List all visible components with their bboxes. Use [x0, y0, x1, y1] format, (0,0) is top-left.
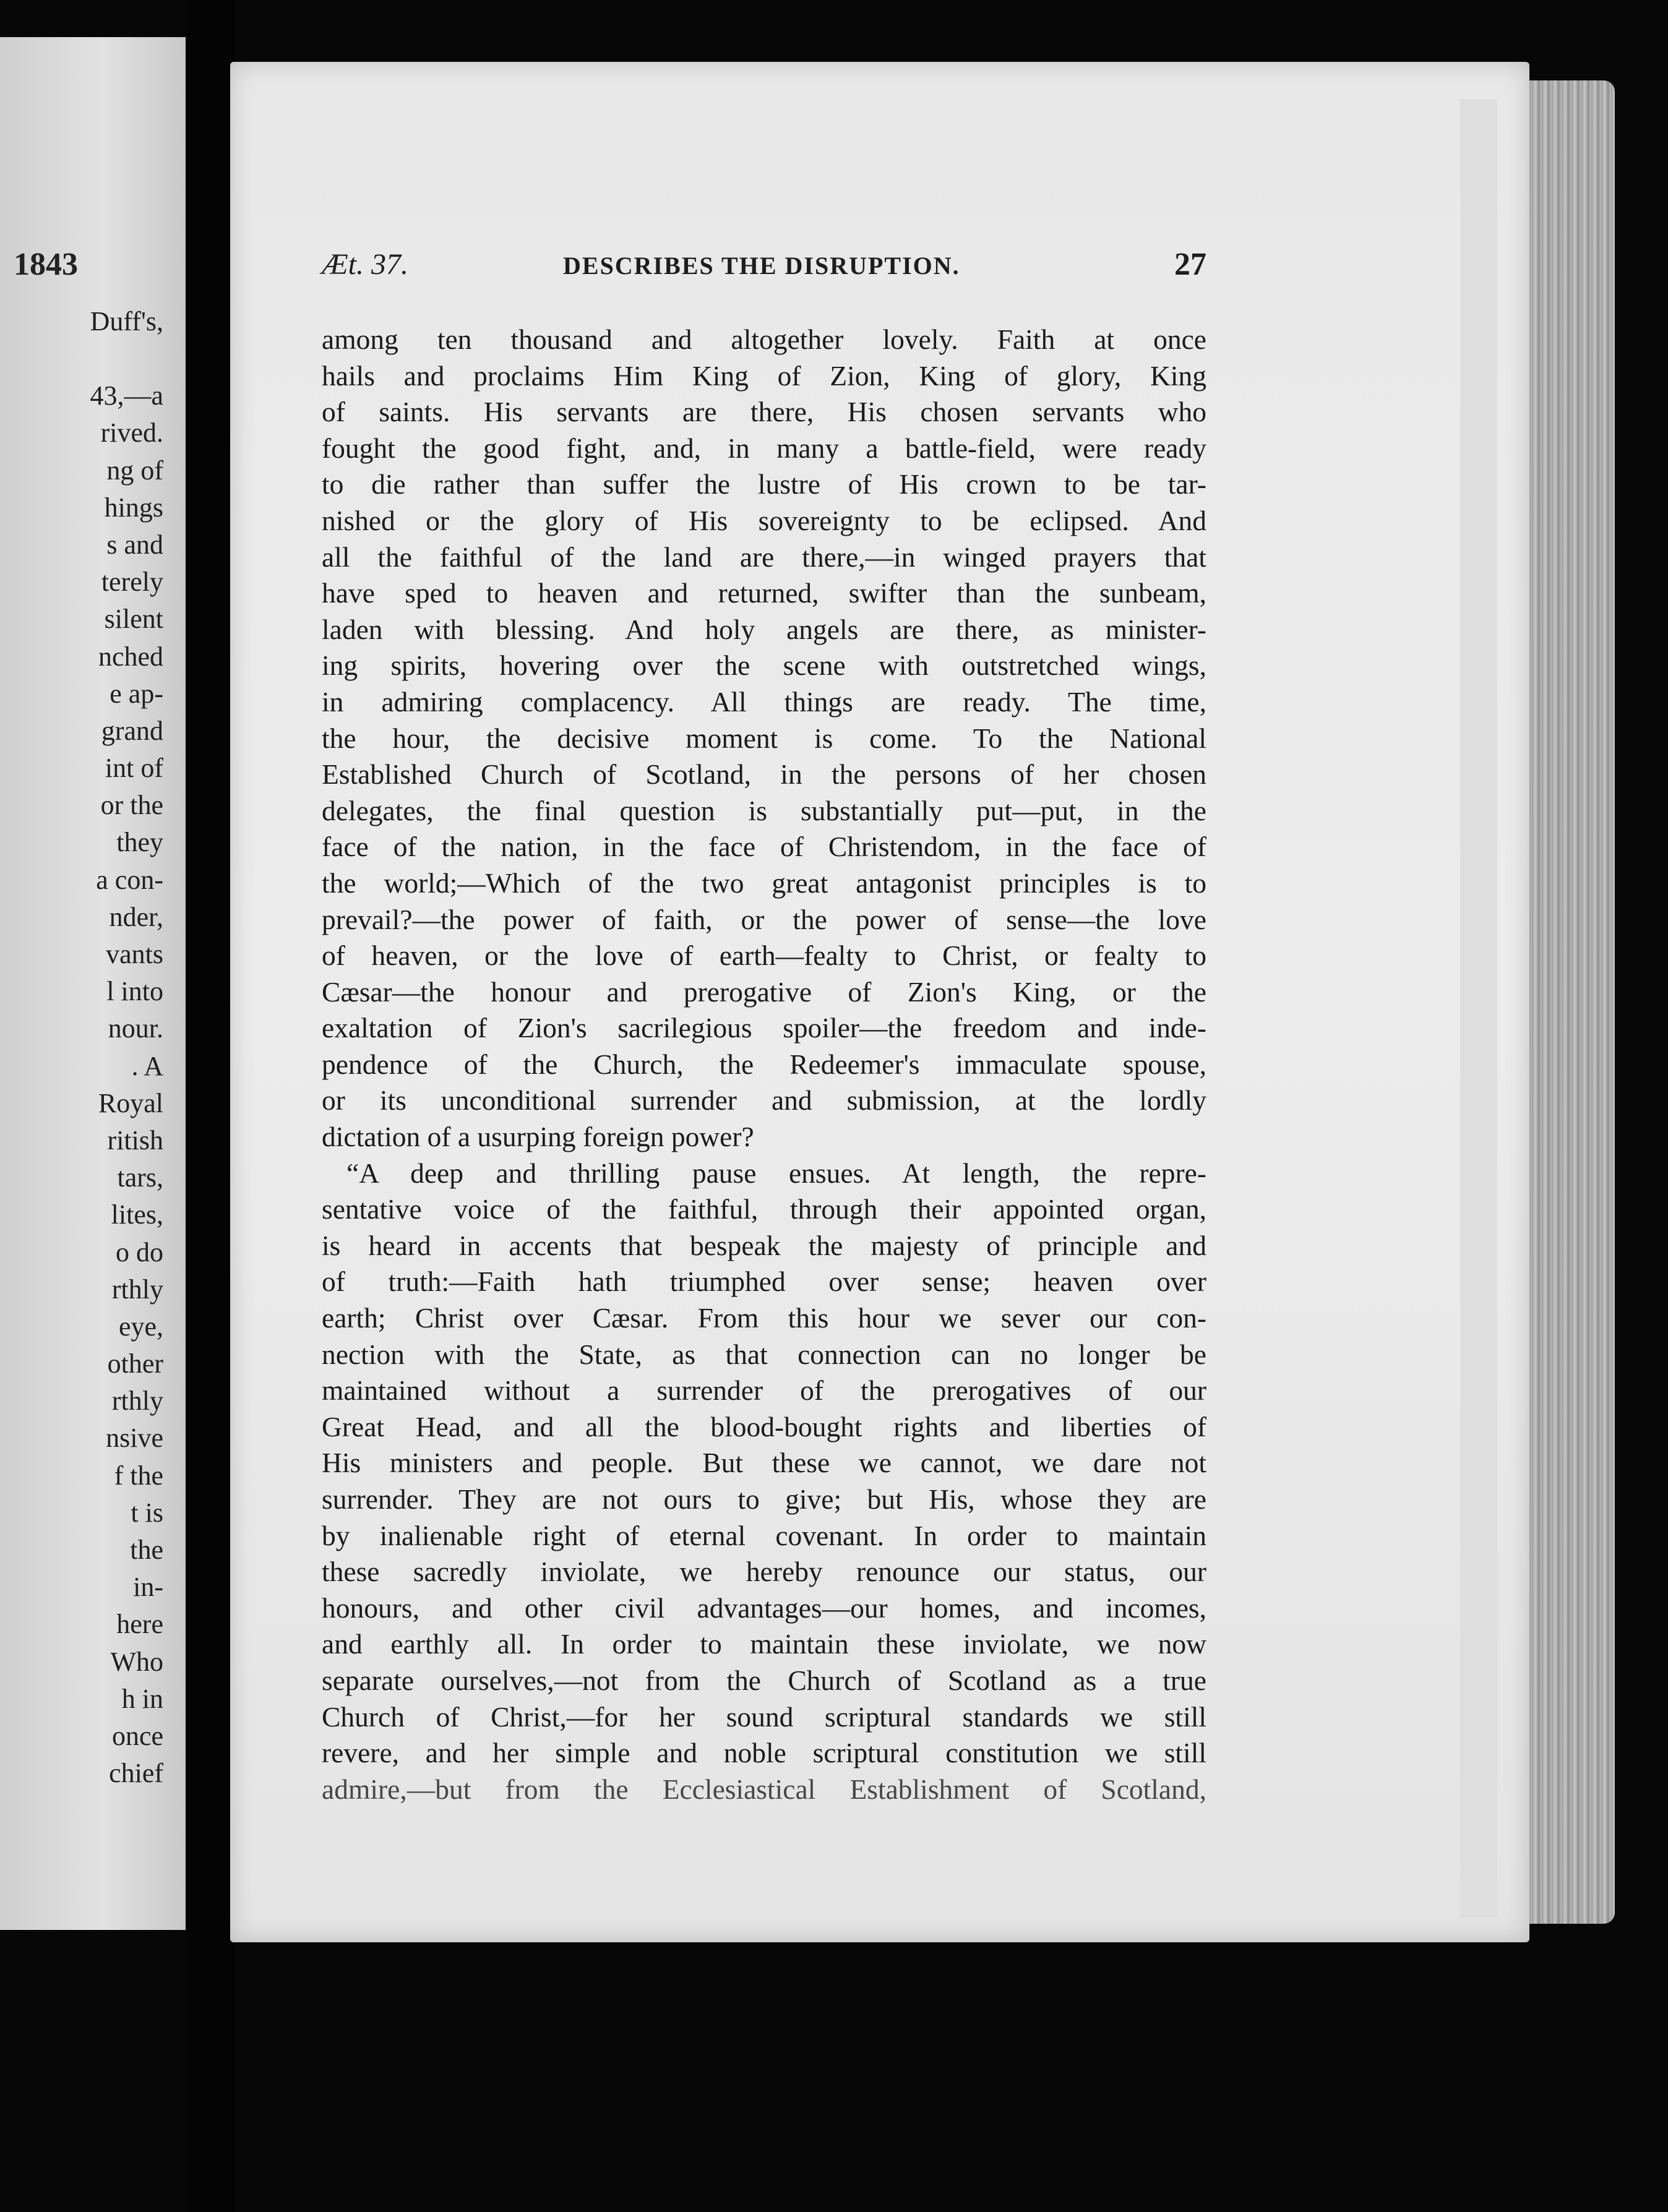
body-line: separate ourselves,—not from the Church of Scotland as a true — [322, 1664, 1206, 1696]
left-page-line: rthly — [111, 1274, 163, 1305]
body-line: admire,—but from the Ecclesiastical Establishment of Scotland, — [322, 1773, 1206, 1805]
left-page-line: tars, — [117, 1162, 163, 1193]
left-page-line: e ap- — [110, 678, 163, 709]
body-line: face of the nation, in the face of Christendom, in the face of — [322, 831, 1206, 863]
body-line: Cæsar—the honour and prerogative of Zion's King, or the — [322, 975, 1206, 1008]
body-line: is heard in accents that bespeak the majesty of principle and — [322, 1229, 1206, 1261]
body-line: among ten thousand and altogether lovely. Faith at once — [322, 324, 1206, 355]
left-page-line: rthly — [111, 1386, 163, 1417]
body-line: sentative voice of the faithful, through their appointed organ, — [322, 1193, 1206, 1225]
left-page-line: Duff's, — [90, 306, 163, 337]
left-page-line: . A — [131, 1050, 163, 1081]
body-line: His ministers and people. But these we cannot, we dare not — [322, 1447, 1206, 1479]
body-line: and earthly all. In order to maintain these inviolate, we now — [322, 1628, 1206, 1660]
left-page-line: eye, — [118, 1311, 163, 1342]
left-page-line: ritish — [107, 1125, 163, 1155]
left-page-line: other — [107, 1348, 163, 1379]
left-page-line: f the — [114, 1460, 163, 1491]
left-page-line: a con- — [96, 864, 163, 895]
body-line: hails and proclaims Him King of Zion, King of glory, King — [322, 359, 1206, 392]
body-line: Church of Christ,—for her sound scriptural standards we still — [322, 1700, 1206, 1733]
left-page-line: int of — [105, 753, 163, 784]
left-page-line: nour. — [108, 1013, 163, 1044]
body-line: to die rather than suffer the lustre of His crown to be tar- — [322, 468, 1206, 500]
left-page-line: nched — [98, 641, 163, 672]
body-line: dictation of a usurping foreign power? — [322, 1121, 754, 1153]
body-line: of saints. His servants are there, His chosen servants who — [322, 396, 1206, 428]
body-line: nished or the glory of His sovereignty to be eclipsed. And — [322, 504, 1206, 536]
body-line: by inalienable right of eternal covenant. In order to maintain — [322, 1519, 1206, 1551]
body-line: Great Head, and all the blood-bought rights and liberties of — [322, 1410, 1206, 1443]
left-page-line: s and — [106, 529, 163, 560]
left-page-line: o do — [116, 1237, 163, 1267]
body-line: prevail?—the power of faith, or the power of sense—the love — [322, 903, 1206, 935]
body-line: or its unconditional surrender and submission, at the lordly — [322, 1084, 1206, 1117]
left-page-line: nder, — [109, 901, 163, 932]
body-line: of heaven, or the love of earth—fealty to Christ, or fealty to — [322, 940, 1206, 972]
page-number: 27 — [1174, 247, 1206, 282]
body-line: pendence of the Church, the Redeemer's immaculate spouse, — [322, 1048, 1206, 1080]
left-page-line: in- — [133, 1572, 163, 1603]
body-line: Established Church of Scotland, in the persons of her chosen — [322, 758, 1206, 791]
body-line: delegates, the final question is substantially put—put, in the — [322, 794, 1206, 826]
body-line: the world;—Which of the two great antagonist principles is to — [322, 867, 1206, 899]
left-page-line: h in — [121, 1683, 163, 1714]
body-line: the hour, the decisive moment is come. To the National — [322, 722, 1206, 754]
book-gutter — [186, 0, 235, 2212]
body-line: ing spirits, hovering over the scene with outstretched wings, — [322, 649, 1206, 682]
left-page-line: lites, — [111, 1199, 163, 1230]
body-line: exaltation of Zion's sacrilegious spoiler—the freedom and inde- — [322, 1012, 1206, 1044]
body-line: nection with the State, as that connection can no longer be — [322, 1338, 1206, 1370]
running-header-title: DESCRIBES THE DISRUPTION. — [563, 252, 960, 280]
body-line: fought the good fight, and, in many a battle-field, were ready — [322, 432, 1206, 464]
left-page-line: rived. — [100, 418, 163, 448]
left-page-line: silent — [104, 604, 163, 635]
left-page-line: nsive — [106, 1423, 163, 1454]
left-page-line: hings — [104, 492, 163, 523]
page-edge-shadow — [1460, 99, 1497, 1918]
left-page-line — [90, 340, 163, 377]
body-line: earth; Christ over Cæsar. From this hour we sever our con- — [322, 1302, 1206, 1334]
left-page-line: they — [116, 827, 163, 858]
left-page-line: grand — [101, 715, 163, 746]
left-facing-page — [0, 37, 186, 1930]
body-line: honours, and other civil advantages—our homes, and incomes, — [322, 1592, 1206, 1624]
running-header-age: Æt. 37. — [322, 248, 409, 281]
left-page-line: chief — [109, 1758, 163, 1789]
body-line: “A deep and thrilling pause ensues. At length, the repre- — [346, 1157, 1206, 1189]
body-line: laden with blessing. And holy angels are there, as minister- — [322, 613, 1206, 645]
body-line: of truth:—Faith hath triumphed over sense; heaven over — [322, 1266, 1206, 1298]
left-page-year: 1843 — [14, 247, 78, 282]
left-page-line: l into — [106, 976, 163, 1007]
body-line: maintained without a surrender of the prerogatives of our — [322, 1374, 1206, 1407]
body-line: revere, and her simple and noble scriptural constitution we still — [322, 1737, 1206, 1769]
body-line: in admiring complacency. All things are ready. The time, — [322, 685, 1206, 718]
body-line: have sped to heaven and returned, swifter than the sunbeam, — [322, 577, 1206, 609]
body-line: these sacredly inviolate, we hereby renounce our status, our — [322, 1556, 1206, 1588]
left-page-line: vants — [106, 939, 163, 969]
left-page-line: Royal — [98, 1087, 163, 1118]
left-page-line: or the — [100, 790, 163, 821]
left-page-line: the — [130, 1535, 163, 1565]
left-page-line: Who — [110, 1646, 163, 1677]
page-header — [322, 247, 1206, 285]
left-page-text-fragments — [90, 303, 163, 1792]
left-page-line: t is — [131, 1497, 163, 1528]
body-line: all the faithful of the land are there,—in winged prayers that — [322, 541, 1206, 573]
left-page-line: terely — [101, 567, 163, 598]
left-page-line: ng of — [106, 455, 163, 486]
body-text — [322, 322, 1206, 1807]
left-page-line: 43,—a — [90, 380, 163, 411]
left-page-line: here — [116, 1609, 163, 1640]
left-page-line: once — [111, 1720, 163, 1751]
body-line: surrender. They are not ours to give; but His, whose they are — [322, 1483, 1206, 1515]
